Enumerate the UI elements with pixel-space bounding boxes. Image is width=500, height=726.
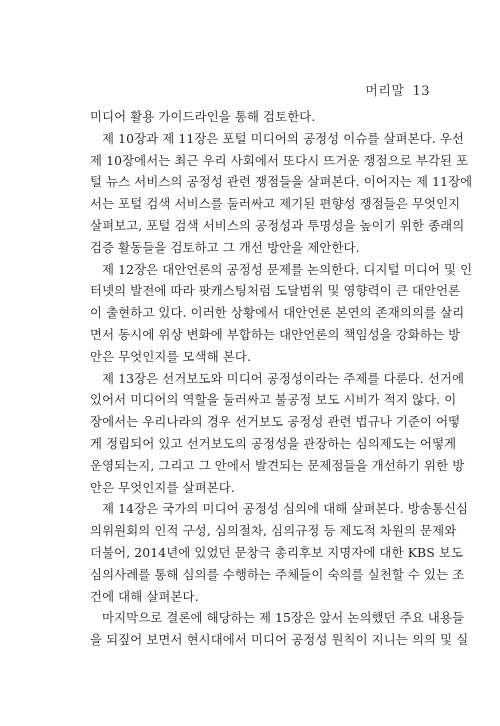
- body-text: [90, 106, 473, 651]
- text-line: 을 되짚어 보면서 현시대에서 미디어 공정성 원칙이 지니는 의의 및 실: [90, 632, 469, 648]
- text-line: 제 13장은 선거보도와 미디어 공정성이라는 주제를 다룬다. 선거에: [102, 370, 465, 386]
- text-line: 터넷의 발전에 따라 팟캐스팅처럼 도달범위 및 영향력이 큰 대안언론: [90, 283, 461, 299]
- text-line: 제 12장은 대안언론의 공정성 문제를 논의한다. 디지털 미디어 및 인: [102, 261, 473, 277]
- text-line: 게 정립되어 있고 선거보도의 공정성을 관장하는 심의제도는 어떻게: [90, 435, 457, 451]
- text-line: 이 출현하고 있다. 이러한 상황에서 대안언론 본연의 존재의의를 살리: [90, 305, 465, 321]
- text-line: 있어서 미디어의 역할을 둘러싸고 불공정 보도 시비가 적지 않다. 이: [90, 392, 457, 408]
- text-line: 검증 활동들을 검토하고 그 개선 방안을 제안한다.: [90, 239, 360, 255]
- text-line: 살펴보고, 포털 검색 서비스의 공정성과 투명성을 높이기 위한 종래의: [90, 217, 465, 233]
- header-page-number: 13: [412, 84, 430, 99]
- text-line: 면서 동시에 위상 변화에 부합하는 대안언론의 책임성을 강화하는 방: [90, 326, 461, 342]
- text-line: 제 10장에서는 최근 우리 사회에서 또다시 뜨거운 쟁점으로 부각된 포: [90, 152, 469, 168]
- text-line: 털 뉴스 서비스의 공정성 관련 쟁점들을 살펴본다. 이어지는 제 11장에: [90, 174, 473, 190]
- text-line: 제 14장은 국가의 미디어 공정성 심의에 대해 살펴본다. 방송통신심: [102, 501, 469, 517]
- text-line: 마지막으로 결론에 해당하는 제 15장은 앞서 논의했던 주요 내용들: [102, 610, 465, 626]
- running-header: [365, 80, 430, 99]
- text-line: 서는 포털 검색 서비스를 둘러싸고 제기된 편향성 쟁점들은 무엇인지: [90, 196, 461, 212]
- header-section-title: 머리말: [365, 84, 405, 99]
- text-line: 미디어 활용 가이드라인을 통해 검토한다.: [90, 109, 316, 124]
- text-line: 건에 대해 살펴본다.: [90, 588, 199, 604]
- text-line: 더불어, 2014년에 있었던 문창극 총리후보 지명자에 대한 KBS 보도: [90, 544, 464, 560]
- text-line: 의위원회의 인적 구성, 심의절차, 심의규정 등 제도적 차원의 문제와: [90, 523, 457, 539]
- text-line: 제 10장과 제 11장은 포털 미디어의 공정성 이슈를 살펴본다. 우선: [102, 130, 464, 146]
- text-line: 장에서는 우리나라의 경우 선거보도 공정성 관련 법규나 기준이 어떻: [90, 414, 461, 430]
- text-line: 안은 무엇인지를 모색해 본다.: [90, 348, 251, 364]
- text-line: 안은 무엇인지를 살펴본다.: [90, 479, 235, 495]
- text-line: 운영되는지, 그리고 그 안에서 발견되는 문제점들을 개선하기 위한 방: [90, 457, 465, 473]
- text-line: 심의사례를 통해 심의를 수행하는 주체들이 숙의를 실천할 수 있는 조: [90, 566, 465, 582]
